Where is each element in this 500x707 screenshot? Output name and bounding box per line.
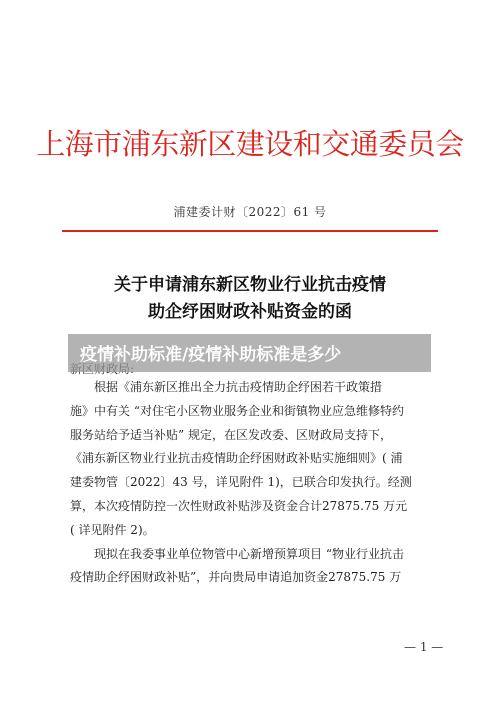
body-line: 现拟在我委事业单位物管中心新增预算项目 “物业行业抗击 (94, 546, 404, 561)
body-line: 施》中有关 “对住宅小区物业服务企业和街镇物业应急维修特约 (70, 403, 404, 418)
document-body (70, 376, 432, 590)
body-line: 《浦东新区物业行业抗击疫情助企纾困财政补贴实施细则》( 浦 (70, 451, 403, 466)
overlay-banner (68, 334, 431, 372)
issuing-organization-title: 上海市浦东新区建设和交通委员会 (36, 127, 464, 161)
red-divider-line (62, 230, 438, 232)
body-line: 服务站给予适当补贴” 规定，在区发改委、区财政局支持下， (70, 427, 392, 442)
page-number: — 1 — (404, 640, 444, 654)
document-title (0, 272, 500, 326)
body-line: 建委物管〔2022〕43 号，详见附件 1)，已联合印发执行。经测 (70, 475, 412, 490)
body-line: 根据《浦东新区推出全力抗击疫情助企纾困若干政策措 (94, 380, 383, 394)
document-number: 浦建委计财〔2022〕61 号 (173, 205, 327, 219)
document-title-line-1: 关于申请浦东新区物业行业抗击疫情 (114, 275, 386, 295)
body-line: 算，本次疫情防控一次性财政补贴涉及资金合计27875.75 万元 (70, 498, 408, 513)
body-line: 疫情助企纾困财政补贴”，并向贵局申请追加资金27875.75 万 (70, 570, 402, 585)
overlay-banner-text: 疫情补助标准/疫情补助标准是多少 (80, 345, 342, 365)
body-line: ( 详见附件 2)。 (70, 522, 155, 537)
document-title-line-2: 助企纾困财政补贴资金的函 (148, 302, 352, 322)
